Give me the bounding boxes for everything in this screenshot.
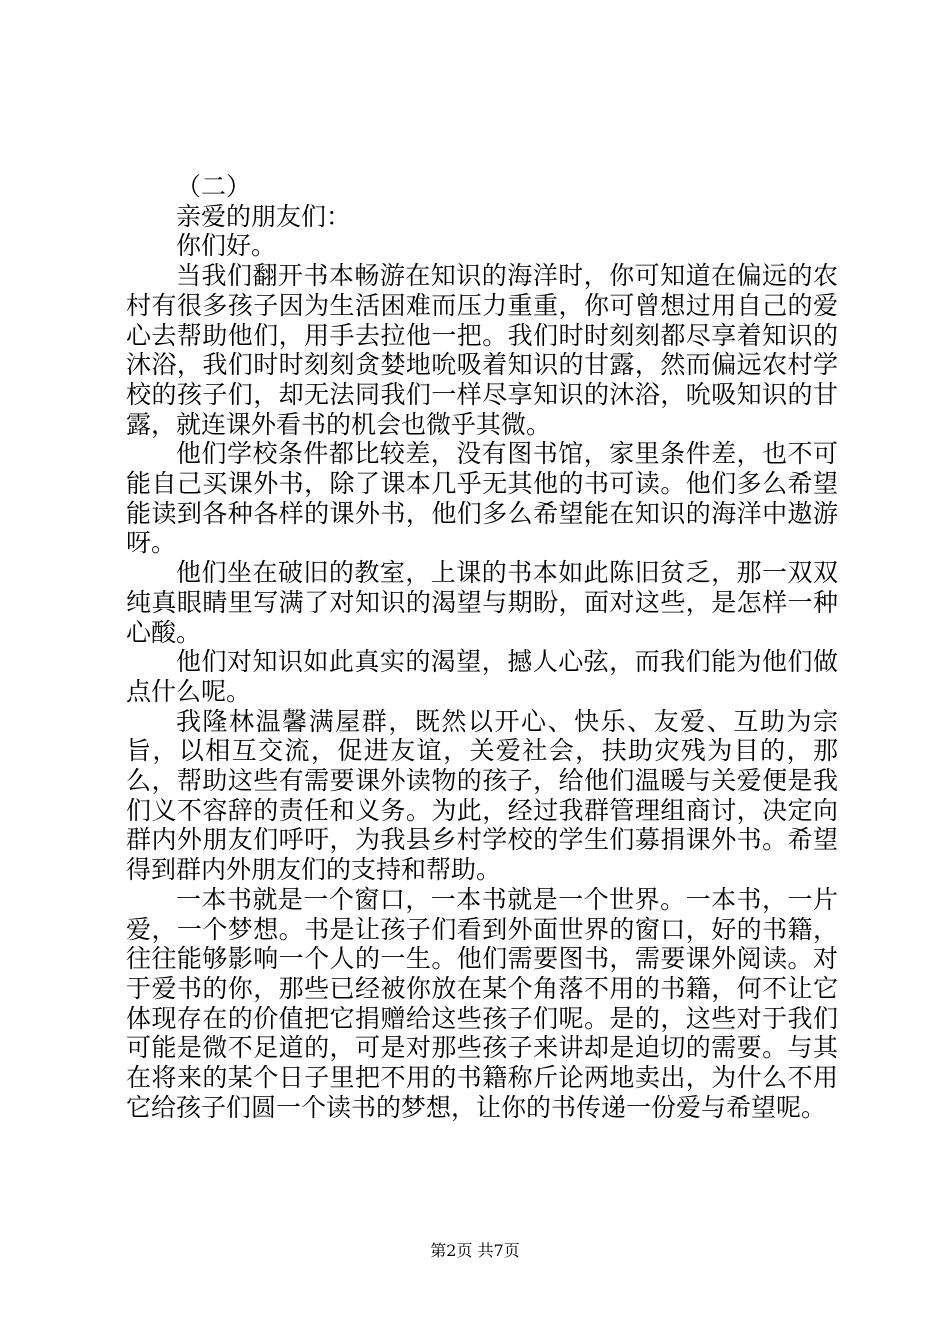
salutation: 亲爱的朋友们： [176, 201, 352, 231]
body-paragraph: 我隆林温馨满屋群，既然以开心、快乐、友爱、互助为宗旨，以相互交流，促进友谊，关爱社会，扶助灾残为目的，那么，帮助这些有需要课外读物的孩子，给他们温暖与关爱便是我们义不容辞的责任和义务。为此，经过我群管理组商讨，决定向群内外朋友们呼吁，为我县乡村学校的学生们募捐课外书。希望得到群内外朋友们的支持和帮助。 [126, 706, 838, 885]
body-paragraph: 当我们翻开书本畅游在知识的海洋时，你可知道在偏远的农村有很多孩子因为生活困难而压力重重，你可曾想过用自己的爱心去帮助他们，用手去拉他一把。我们时时刻刻都尽享着知识的沐浴，我们时时刻刻贪婪地吮吸着知识的甘露，然而偏远农村学校的孩子们，却无法同我们一样尽享知识的沐浴，吮吸知识的甘露，就连课外看书的机会也微乎其微。 [126, 261, 838, 439]
body-paragraph: 他们坐在破旧的教室，上课的书本如此陈旧贫乏，那一双双纯真眼睛里写满了对知识的渴望与期盼，面对这些，是怎样一种心酸。 [126, 558, 838, 647]
page-number-footer: 第2页 共7页 [430, 1241, 520, 1260]
body-paragraph: 一本书就是一个窗口，一本书就是一个世界。一本书，一片爱，一个梦想。书是让孩子们看到外面世界的窗口，好的书籍，往往能够影响一个人的一生。他们需要图书，需要课外阅读。对于爱书的你，那些已经被你放在某个角落不用的书籍，何不让它体现存在的价值把它捐赠给这些孩子们呢。是的，这些对于我们可能是微不足道的，可是对那些孩子来讲却是迫切的需要。与其在将来的某个日子里把不用的书籍称斤论两地卖出，为什么不用它给孩子们圆一个读书的梦想，让你的书传递一份爱与希望呢。 [126, 884, 838, 1122]
body-paragraph: 他们对知识如此真实的渴望，撼人心弦，而我们能为他们做点什么呢。 [126, 647, 838, 706]
section-number: （二） [176, 172, 252, 201]
document-body [126, 172, 838, 1123]
body-paragraph: 他们学校条件都比较差，没有图书馆，家里条件差，也不可能自己买课外书，除了课本几乎无其他的书可读。他们多么希望能读到各种各样的课外书，他们多么希望能在知识的海洋中遨游呀。 [126, 439, 838, 558]
greeting: 你们好。 [176, 231, 277, 261]
